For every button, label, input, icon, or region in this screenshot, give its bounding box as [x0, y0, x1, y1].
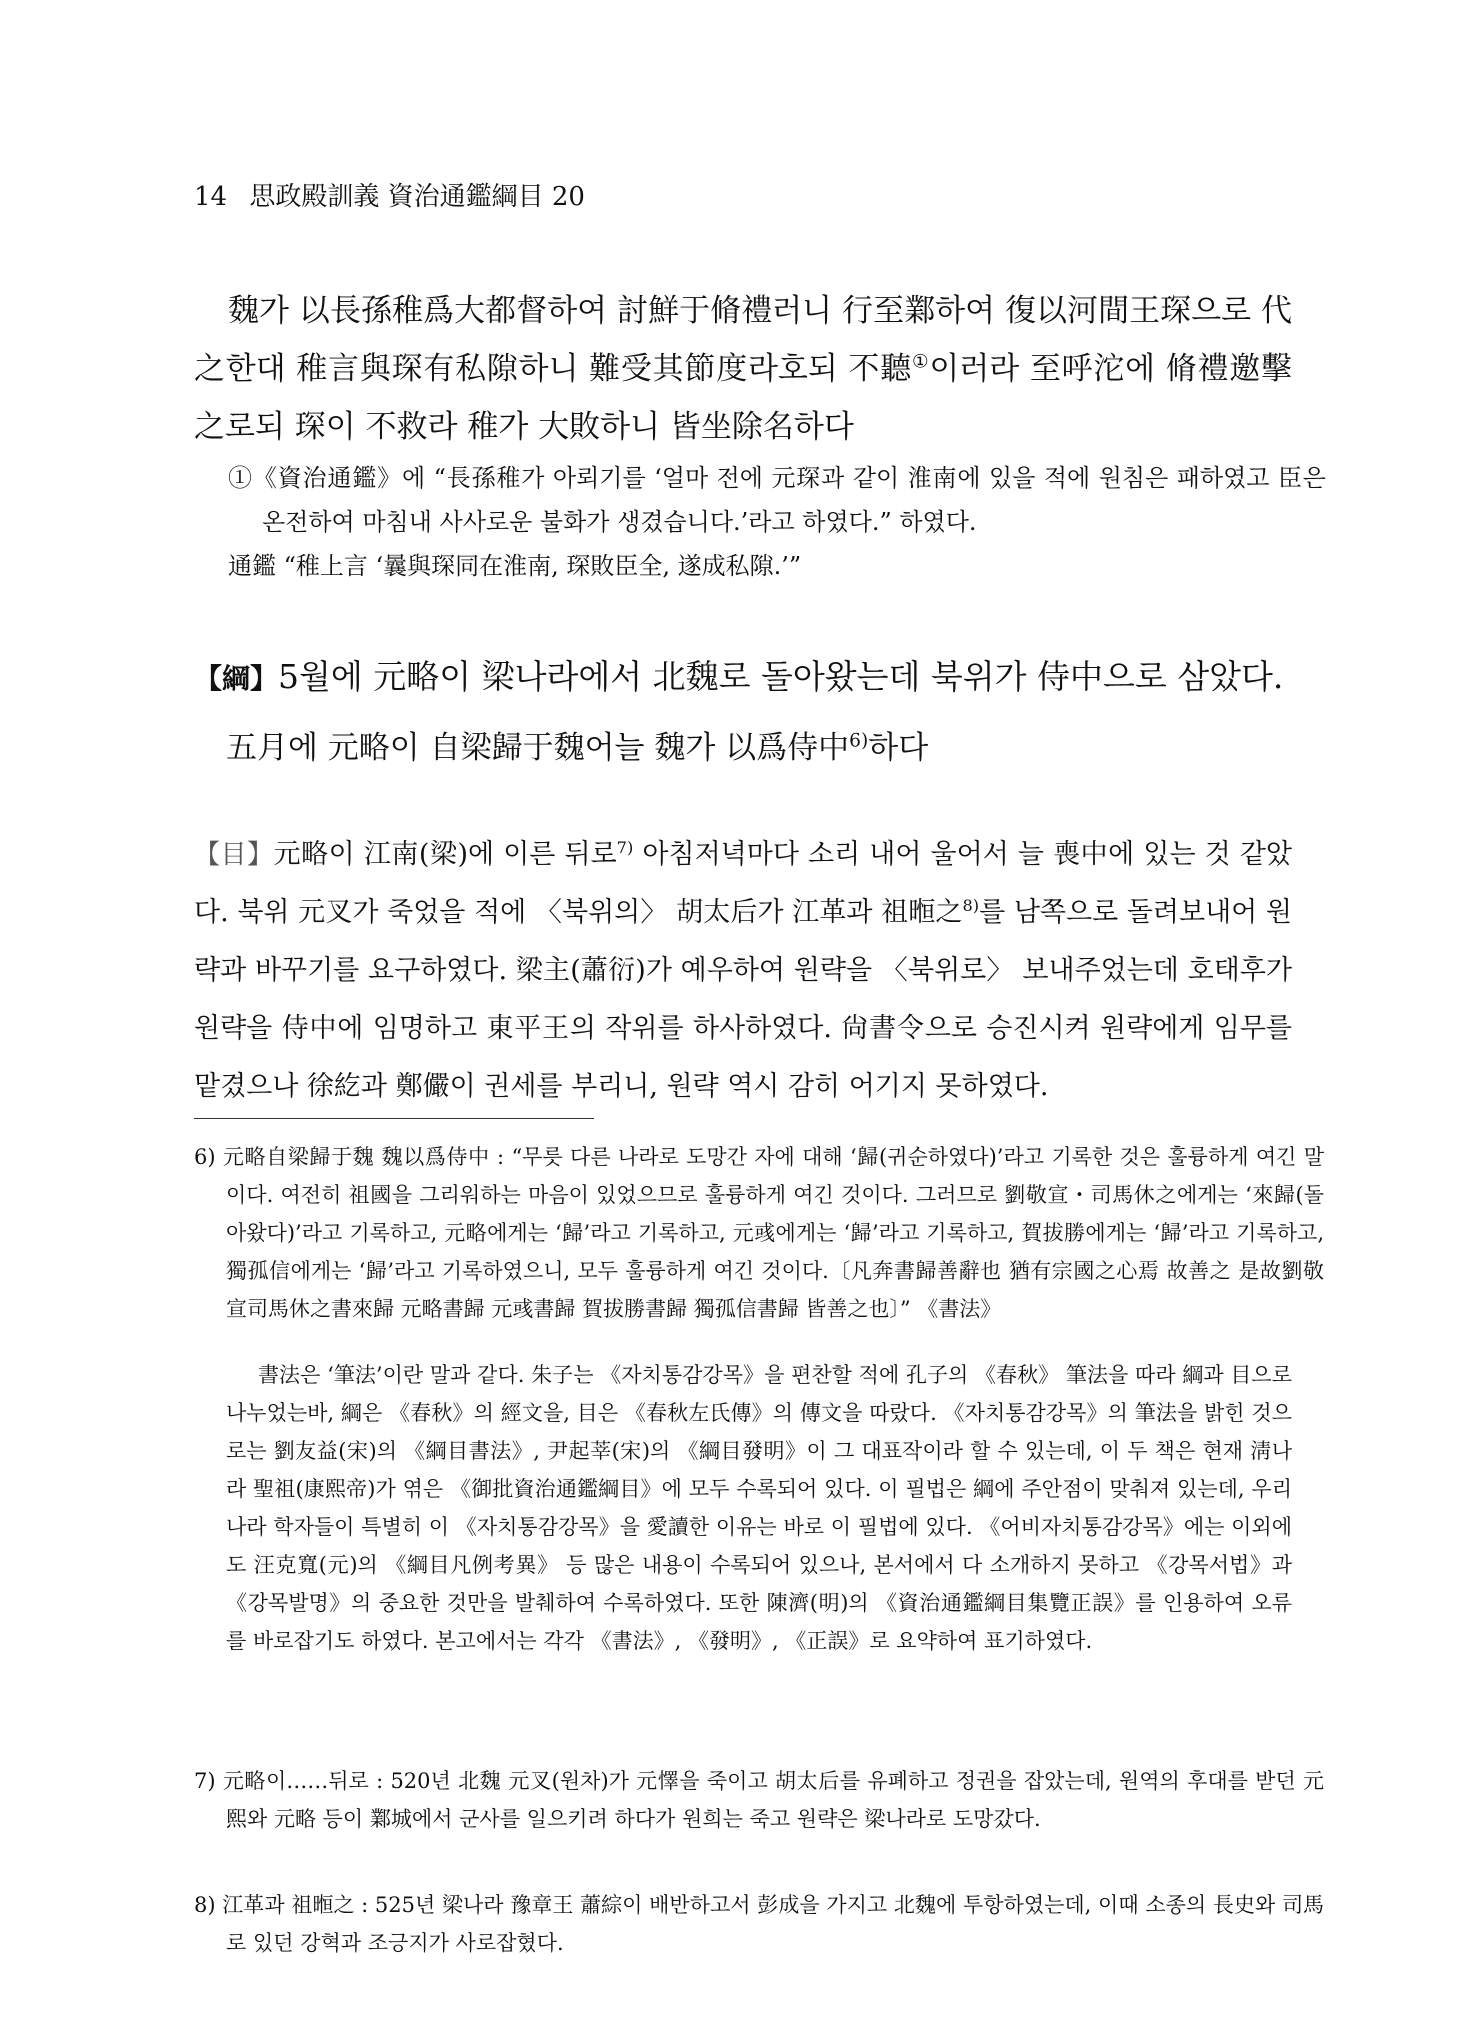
- main-paragraph: [194, 282, 1292, 456]
- gang-tag: 【綱】: [194, 662, 279, 695]
- footnote-6-text: 6) 元略自梁歸于魏 魏以爲侍中 : “무릇 다른 나라로 도망간 자에 대해 ‘歸(귀순하였다)’라고 기록한 것은 훌륭하게 여긴 말이다. 여전히 祖國을 그리워하는 마음이 있었으므로 훌륭하게 여긴 것이다. 그러므로 劉敬宣・司馬休之에게는 ‘來歸(돌아왔다)’라고 기록하고, 元略에게는 ‘歸’라고 기록하고, 元彧에게는 ‘歸’라고 기록하고, 賀拔勝에게는 ‘歸’라고 기록하고, 獨孤信에게는 ‘歸’라고 기록하였으니, 모두 훌륭하게 여긴 것이다.〔凡奔書歸善辭也 猶有宗國之心焉 故善之 是故劉敬宣司馬休之書來歸 元略書歸 元彧書歸 賀拔勝書歸 獨孤信書歸 皆善之也〕” 《書法》: [194, 1145, 1324, 1321]
- circled-note: [228, 456, 1326, 588]
- footnote-8-text: 8) 江革과 祖暅之 : 525년 梁나라 豫章王 蕭綜이 배반하고서 彭成을 가지고 北魏에 투항하였는데, 이때 소종의 長史와 司馬로 있던 강혁과 조긍지가 사로잡혔다.: [194, 1893, 1324, 1955]
- gang-hanmun: [226, 726, 1292, 770]
- mok-text-2: 아침저녁마다 소리 내어 울어서 늘 喪中에 있는 것 같았다. 북위 元叉가 죽었을 적에 〈북위의〉 胡太后가 江革과 祖暅之: [194, 839, 1292, 928]
- footnote-7-text: 7) 元略이……뒤로 : 520년 北魏 元叉(원차)가 元懌을 죽이고 胡太后를 유폐하고 정권을 잡았는데, 원역의 후대를 받던 元熙와 元略 등이 鄴城에서 군사를 일으키려 하다가 원희는 죽고 원략은 梁나라로 도망갔다.: [194, 1769, 1324, 1831]
- main-paragraph-text: 魏가 以長孫稚爲大都督하여 討鮮于脩禮러니 行至鄴하여 復以河間王琛으로 代之한대 稚言與琛有私隙하니 難受其節度라호되 不聽: [194, 293, 1292, 387]
- footnote-ref-8: 8): [962, 896, 980, 915]
- footnote-7: [194, 1762, 1324, 1838]
- running-head: [194, 180, 585, 214]
- gang-hanmun-end: 하다: [868, 730, 929, 766]
- book-title: 思政殿訓義 資治通鑑綱目 20: [249, 182, 585, 212]
- mok-text-1: 元略이 江南(梁)에 이른 뒤로: [273, 839, 617, 870]
- footnote-ref-6: 6): [849, 730, 869, 752]
- mok-text-3: 를 남쪽으로 돌려보내어 원략과 바꾸기를 요구하였다. 梁主(蕭衍)가 예우하여 원략을 〈북위로〉 보내주었는데 호태후가 원략을 侍中에 임명하고 東平王의 작위를 하사하였다. 尙書令으로 승진시켜 원략에게 임무를 맡겼으나 徐紇과 鄭儼이 권세를 부리니, 원략 역시 감히 어기지 못하였다.: [194, 897, 1293, 1102]
- footnote-8: [194, 1886, 1324, 1962]
- circled-note-text: ①《資治通鑑》에 “長孫稚가 아뢰기를 ‘얼마 전에 元琛과 같이 淮南에 있을 적에 원침은 패하였고 臣은 온전하여 마침내 사사로운 불화가 생겼습니다.’라고 하였다.” 하였다.: [228, 464, 1326, 536]
- gang-korean: 5월에 元略이 梁나라에서 北魏로 돌아왔는데 북위가 侍中으로 삼았다.: [278, 657, 1284, 696]
- gang-hanmun-text: 五月에 元略이 自梁歸于魏어늘 魏가 以爲侍中: [226, 730, 850, 766]
- page-number: 14: [194, 182, 228, 212]
- footnote-6-continuation: [226, 1356, 1292, 1660]
- main-paragraph-text-2: 이러라 至呼沱에 脩禮邀擊之로되 琛이 不救라 稚가 大敗하니 皆坐除名하다: [194, 351, 1292, 445]
- footnote-ref-7: 7): [616, 838, 634, 857]
- gang-heading: [194, 654, 1292, 702]
- footnote-6-continuation-text: 書法은 ‘筆法’이란 말과 같다. 朱子는 《자치통감강목》을 편찬할 적에 孔子의 《春秋》 筆法을 따라 綱과 目으로 나누었는바, 綱은 《春秋》의 經文을, 目은 《春秋左氏傳》의 傳文을 따랐다. 《자치통감강목》의 筆法을 밝힌 것으로는 劉友益(宋)의 《綱目書法》, 尹起莘(宋)의 《綱目發明》이 그 대표작이라 할 수 있는데, 이 두 책은 현재 淸나라 聖祖(康熙帝)가 엮은 《御批資治通鑑綱目》에 모두 수록되어 있다. 이 필법은 綱에 주안점이 맞춰져 있는데, 우리나라 학자들이 특별히 이 《자치통감강목》을 愛讀한 이유는 바로 이 필법에 있다. 《어비자치통감강목》에는 이외에도 汪克寬(元)의 《綱目凡例考異》 등 많은 내용이 수록되어 있으나, 본서에서 다 소개하지 못하고 《강목서법》과 《강목발명》의 중요한 것만을 발췌하여 수록하였다. 또한 陳濟(明)의 《資治通鑑綱目集覽正誤》를 인용하여 오류를 바로잡기도 하였다. 본고에서는 각각 《書法》, 《發明》, 《正誤》로 요약하여 표기하였다.: [226, 1363, 1292, 1653]
- footnote-6: [194, 1138, 1324, 1328]
- footnote-divider: [194, 1118, 594, 1119]
- mok-tag: 【目】: [194, 840, 274, 870]
- note-marker: ①: [911, 351, 930, 373]
- circled-note-source: 通鑑 “稚上言 ‘曩與琛同在淮南, 琛敗臣全, 遂成私隙.’”: [228, 552, 802, 580]
- mok-paragraph: [194, 826, 1292, 1116]
